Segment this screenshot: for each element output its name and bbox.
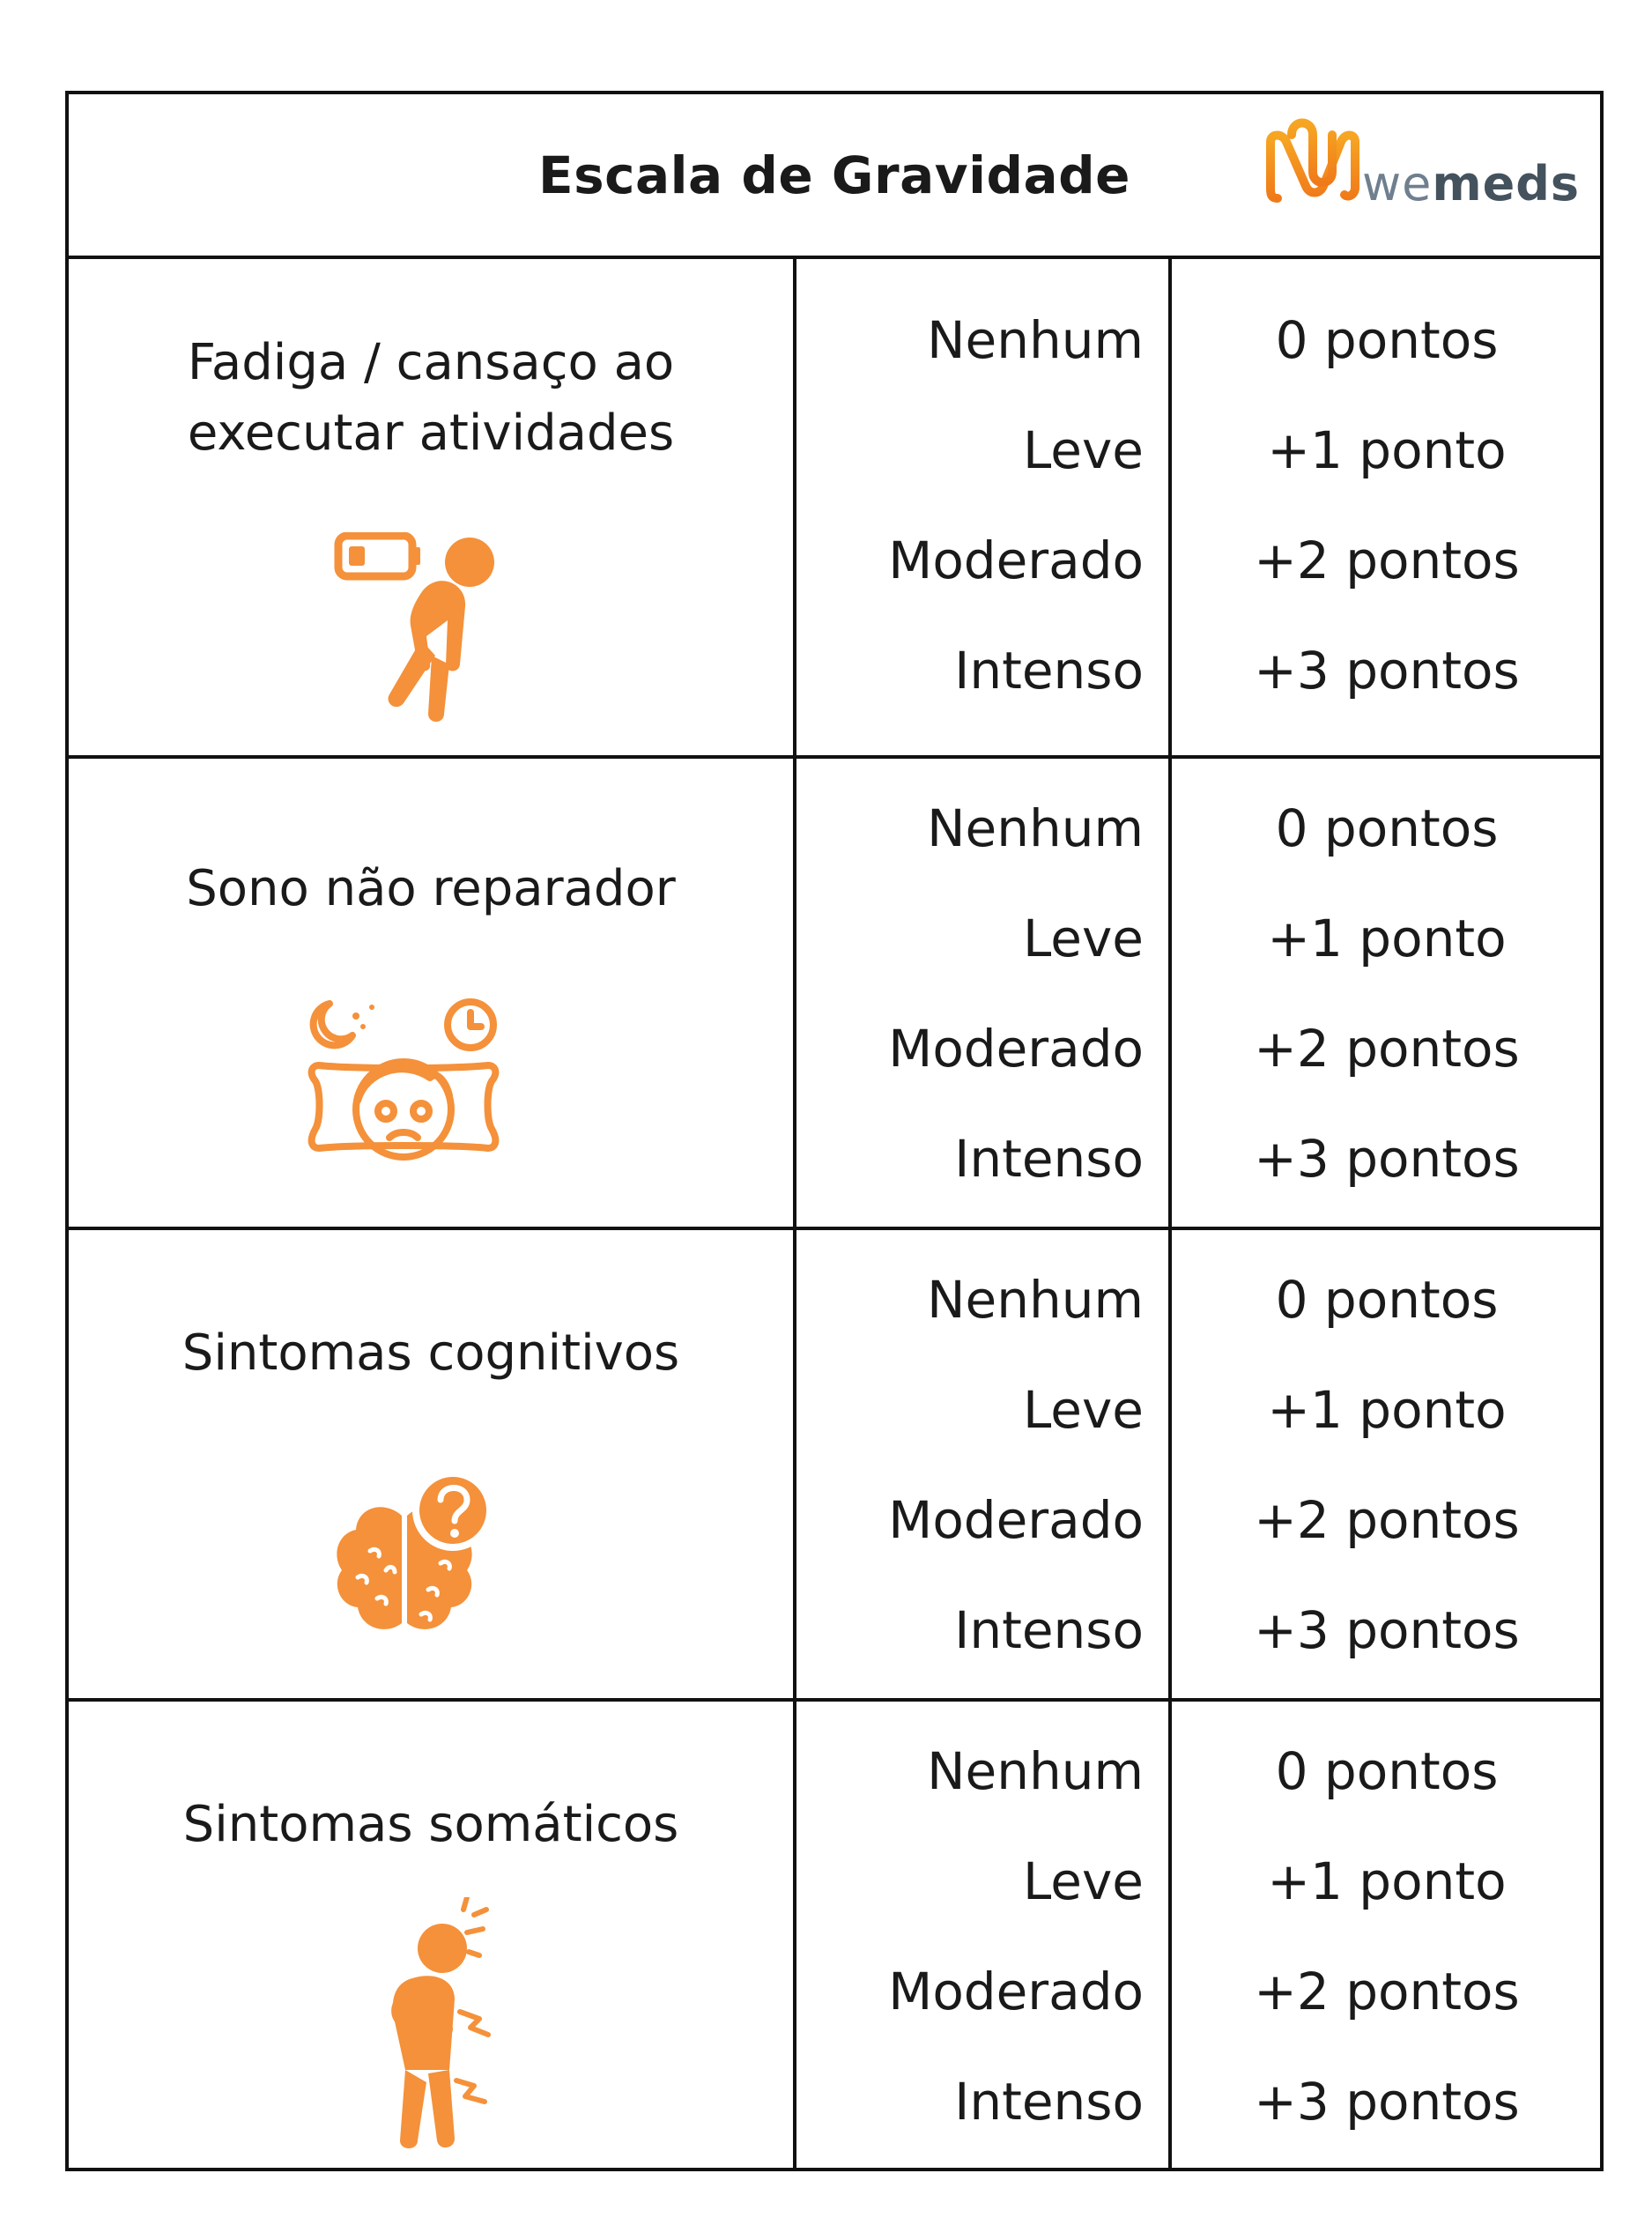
points-moderate: +2 pontos — [1254, 1490, 1520, 1550]
logo-wordmark — [1362, 156, 1580, 211]
points-mild: +1 ponto — [1267, 909, 1507, 968]
symptom-label: Sintomas somáticos — [182, 1796, 679, 1853]
level-none: Nenhum — [927, 1270, 1144, 1330]
level-none: Nenhum — [927, 1741, 1144, 1801]
points-mild: +1 ponto — [1267, 1851, 1507, 1911]
level-none: Nenhum — [927, 310, 1144, 370]
logo-text-we: we — [1362, 156, 1433, 211]
wemeds-logo — [1265, 110, 1581, 242]
level-intense: Intenso — [954, 641, 1144, 701]
level-intense: Intenso — [954, 1129, 1144, 1189]
points-none: 0 pontos — [1275, 310, 1499, 370]
page-title: Escala de Gravidade — [538, 145, 1130, 205]
points-moderate: +2 pontos — [1254, 530, 1520, 590]
points-none: 0 pontos — [1275, 1741, 1499, 1801]
points-moderate: +2 pontos — [1254, 1019, 1520, 1079]
points-none: 0 pontos — [1275, 1270, 1499, 1330]
table-row-somatic — [69, 1702, 1600, 2171]
tired-person-low-battery-icon — [333, 532, 509, 731]
symptom-label: Fadiga / cansaço ao executar atividades — [187, 334, 675, 462]
level-none: Nenhum — [927, 798, 1144, 858]
wemeds-logo-mark-icon — [1265, 110, 1362, 216]
points-none: 0 pontos — [1275, 798, 1499, 858]
symptom-label: Sono não reparador — [186, 860, 676, 917]
level-mild: Leve — [1023, 1851, 1144, 1911]
level-moderate: Moderado — [888, 1962, 1144, 2021]
level-moderate: Moderado — [888, 1490, 1144, 1550]
level-intense: Intenso — [954, 1600, 1144, 1660]
level-intense: Intenso — [954, 2072, 1144, 2132]
sleepless-face-pillow-icon — [298, 997, 509, 1190]
level-moderate: Moderado — [888, 1019, 1144, 1079]
points-intense: +3 pontos — [1254, 2072, 1520, 2132]
logo-text-meds: meds — [1432, 156, 1581, 211]
person-in-pain-icon — [351, 1897, 518, 2153]
points-intense: +3 pontos — [1254, 641, 1520, 701]
symptom-label: Sintomas cognitivos — [181, 1324, 680, 1382]
level-mild: Leve — [1023, 420, 1144, 480]
points-mild: +1 ponto — [1267, 1380, 1507, 1440]
table-row-cognitive — [69, 1230, 1600, 1702]
points-intense: +3 pontos — [1254, 1600, 1520, 1660]
points-intense: +3 pontos — [1254, 1129, 1520, 1189]
level-mild: Leve — [1023, 909, 1144, 968]
points-moderate: +2 pontos — [1254, 1962, 1520, 2021]
table-header — [69, 94, 1600, 259]
severity-scale-table — [65, 91, 1604, 2171]
table-row-sleep — [69, 759, 1600, 1230]
level-moderate: Moderado — [888, 530, 1144, 590]
brain-question-icon — [322, 1466, 507, 1643]
level-mild: Leve — [1023, 1380, 1144, 1440]
table-row-fatigue — [69, 259, 1600, 759]
points-mild: +1 ponto — [1267, 420, 1507, 480]
